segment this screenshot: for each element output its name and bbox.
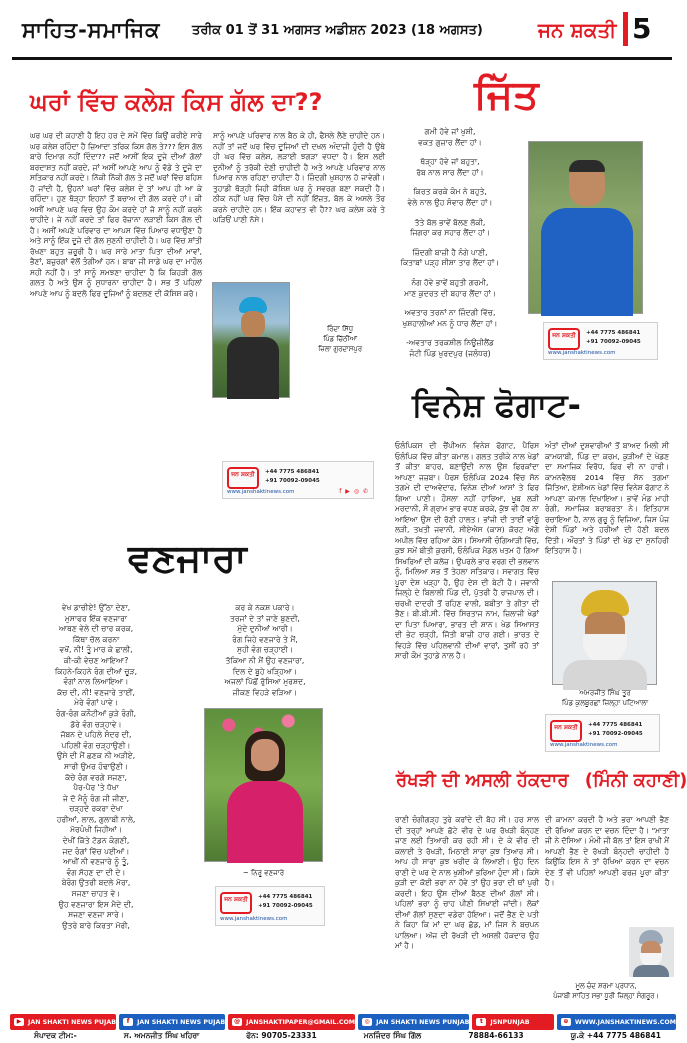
advert-phone-1: +44 7775 486841 [588, 722, 643, 728]
advert-logo: ਜਨ ਸ਼ਕਤੀ [550, 720, 582, 742]
poem-jitt-line: ਮਾਣ ਕੁਦਰਤ ਦੀ ਬਹਾਰ ਲੈਂਦਾ ਹਾਂ। [404, 288, 496, 298]
youtube-icon: ▶ [14, 1018, 24, 1026]
advert-phone-1: +44 7775 486841 [265, 469, 320, 475]
author-photo-amarjit [552, 581, 657, 685]
advert-phone-1: +44 7775 486841 [586, 330, 641, 336]
poem-vanjara-line: ਕੱਚੇ ਰੰਗ ਵਰਗੇ ਸਜਣਾ, [65, 772, 127, 782]
poem-jitt-line: ਅਵਤਾਰ ਤਰਨਾਂ ਨਾ ਜ਼ਿੰਦਗੀ ਵਿੱਚ, [404, 308, 496, 318]
page-number: 5 [632, 12, 652, 45]
article-family-col2: ਸਾਨੂੰ ਆਪਣੇ ਪਰਿਵਾਰ ਨਾਲ ਬੈਠ ਕੇ ਹੀ, ਫੈਸਲੇ ਲੈਣੇ ਚਾਹੀਦੇ ਹਨ। ਨਹੀਂ ਤਾਂ ਜਦੋਂ ਘਰ ਵਿੱਚ ਦੂਜਿਆਂ ਦੀ ਦਖਲ ਅੰਦਾਜ਼ੀ ਹੁੰਦੀ ਹੈ ਉਥੇ ਹੀ ਘਰ ਵਿੱਚ ਕਲੇਸ਼, ਲੜਾਈ ਝਗੜਾ ਵਧਦਾ ਹੈ। ਇਸ ਲਈ ਦੁਨੀਆਂ ਨੂੰ ਤਰੱਕੀ ਦੇਣੀ ਚਾਹੀਦੀ ਹੈ ਅਤੇ ਆਪਣੇ ਪਰਿਵਾਰ ਨਾਲ ਪਿਆਰ ਨਾਲ ਰਹਿਣਾ ਚਾਹੀਦਾ ਹੈ। ਜ਼ਿੰਦਗੀ ਖੁਸ਼ਹਾਲ ਹੋ ਜਾਵੇਗੀ। ਤੁਹਾਡੀ ਥੋੜ੍ਹੀ ਜਿਹੀ ਕੋਸ਼ਿਸ਼ ਘਰ ਨੂੰ ਸਵਰਗ ਬਣਾ ਸਕਦੀ ਹੈ। ਠੀਕ ਨਹੀਂ ਘਰ ਵਿੱਚ ਪੈਸੇ ਦੀ ਨਹੀਂ ਇੱਜ਼ਤ, ਬੋਲ ਕੇ ਅਸਲੇ ਤੌਰ ਕਰਨੇ ਚਾਹੀਦੇ ਹਨ। ਇੱਕ ਕਹਾਵਤ ਵੀ ਹੈ?? ਘਰ ਕਲੇਸ਼ ਕਰੇ ਤੇ ਘੜਿਓਂ ਪਾਣੀ ਨੱਸੇ। [213, 131, 385, 224]
footer-uk-phone: ਯੂ.ਕੇ +44 7775 486841 [570, 1031, 661, 1040]
poem-vanjara-line: ਵੇਖ ਡਾਚੀਏ! ਉੱਠਾ ਦੇਣਾ, [61, 603, 131, 612]
poem-vanjara-left [32, 603, 160, 1008]
footer-website-link[interactable] [557, 1014, 676, 1030]
article-title-vinesh: ਵਿਨੇਸ਼ ਫੋਗਾਟ- [412, 386, 581, 424]
poem-vanjara-line: ਦਿਲ ਦੇ ਬੂਹੇ ਖੜ੍ਹਿਆ। [232, 666, 298, 676]
advert-website: www.janshaktinews.com [548, 350, 616, 356]
footer-link-label: JSNPUNJAB [490, 1018, 530, 1026]
facebook-icon: f [123, 1018, 133, 1026]
poem-gap [388, 329, 512, 338]
photo-shirt-shape [541, 208, 633, 316]
poem-vanjara-line: ਕੀ-ਕੀ ਵੇਚਣ ਆਇਆ? [63, 655, 129, 665]
poem-gap [388, 148, 512, 157]
footer-facebook-link[interactable] [119, 1014, 225, 1030]
author-photo-mool-chand [629, 927, 674, 977]
footer-link-label: JAN SHAKTI NEWS PUNJAB [376, 1018, 470, 1026]
poem-vanjara-line: ਪੈਰ-ਪੈਰ 'ਤੇ ਧੋਖਾ [73, 783, 119, 793]
header-rule [12, 57, 672, 60]
photo-face-shape [251, 739, 279, 771]
footer-phone-2: 78884-66133 [468, 1031, 524, 1040]
article-rakhri-col2: ਦੀ ਕਾਮਨਾ ਕਰਦੀ ਹੈ ਅਤੇ ਭਰਾ ਆਪਣੀ ਭੈਣ ਦੀ ਰੱਖਿਆ ਕਰਨ ਦਾ ਵਚਨ ਦਿੰਦਾ ਹੈ। "ਮਾਤਾ ਜੀ ਨੇ ਦੱਸਿਆ। ਮੰਮੀ ਜੀ ਬੋਲ ਤਾਂ ਇਸ ਰਾਖੀ ਮੈਂ ਆਪਣੀ ਭੈਣ ਦੇ ਰੱਖੜੀ ਬੰਨ੍ਹਦੀ ਚਾਹੀਦੀ ਹੈ ਕਿਉਂਕਿ ਇਸ ਨੇ ਤਾਂ ਰੱਖਿਆ ਕਰਨ ਦਾ ਵਚਨ ਦੇਣ ਤੋਂ ਵੀ ਪਹਿਲਾਂ ਆਪਣੀ ਫਰਜ਼ ਪੂਰਾ ਕੀਤਾ ਹੈ। [545, 815, 669, 887]
poem-vanjara-line: ਰੰਗ-ਰੰਗ ਕਨੌਟੀਆਂ ਕੁੜੇ ਰੰਗੀ, [55, 708, 137, 718]
logo-word-2: ਸ਼ਕਤੀ [570, 18, 617, 42]
author-photo-niru [204, 708, 323, 862]
advert-phone-1: +44 7775 486841 [258, 894, 313, 900]
poem-vanjara-line: ਕੱਚ ਦੀ, ਨੀ! ਵਣਜਾਰੇ ਤਾਈਂ, [57, 687, 135, 697]
poem-jitt-line: ਰੱਬ ਨਾਲ ਸਾਰ ਲੈਂਦਾ ਹਾਂ। [416, 167, 484, 177]
advert-phone-2: +91 70092-09045 [265, 478, 320, 484]
advert-logo: ਜਨ ਸ਼ਕਤੀ [548, 328, 580, 350]
poem-vanjara-line: ਰੰਗ ਜਿਹੇ ਵਣਜਾਰੇ ਤੇ ਮੈਂ, [232, 634, 298, 644]
poem-vanjara-line: ਉਤਰੇ ਬਾਰੇ ਕਿਰਤਾ ਮੋਰੀ, [62, 920, 130, 930]
poem-jitt-line: ਜਿਗਰਾ ਕਰ ਸਹਾਰ ਲੈਂਦਾ ਹਾਂ। [410, 228, 490, 238]
poem-vanjara-line: ਬੇਰੰਗ ਉਤਰੀ ਬਦਲੇ ਮੋਰਾ, [61, 878, 131, 888]
photo-hair-shape [569, 160, 605, 172]
poem-jitt-line: ਗਮੀ ਹੋਵੇ ਜਾਂ ਖੁਸ਼ੀ, [424, 127, 476, 136]
poem-vanjara-line: ਜੋਬਨ ਦੇ ਪਹਿਲੇ ਸੰਦਰ ਦੀ, [60, 730, 132, 740]
article-vinesh-col2: ਅੰਤਾਂ ਦੀਆਂ ਦੁਸ਼ਵਾਰੀਆਂ ਤੋਂ ਬਾਅਦ ਮਿਲੀ ਸੀ ਕਾਮਯਾਬੀ, ਪਿੰਡ ਦਾ ਕਰਮ, ਕੁੜੀਆਂ ਦੇ ਖੇਡਣ ਦਾ ਸਮਾਜਿਕ ਵਿਰੋਧ, ਫਿਰ ਵੀ ਨਾ ਹਾਰੀ। ਕਾਮਨਵੈਲਥ 2014 ਵਿੱਚ ਸੋਨ ਤਗਮਾ ਜਿੱਤਿਆ, ਏਸ਼ੀਅਨ ਖੇਡਾਂ ਵਿੱਚ ਵਿਨੇਸ਼ ਫੋਗਾਟ ਨੇ ਆਪਣਾ ਕਮਾਲ ਦਿਖਾਇਆ। ਭਾਵੇਂ ਮੰਡ ਮਾਹੀ ਰੰਗੀ, ਸਮਾਜਿਕ ਬਰਾਬਰਤਾ ਨੇ। ਇਤਿਹਾਸ ਰਚਾਇਆ ਹੈ, ਨਾਲ ਗੁਰੂ ਨੂੰ ਵਿਜਿਆ, ਜਿਸ ਪੰਜ ਦੇਸ਼ੀ ਪਿੰਡਾਂ ਅਤੇ ਹਰੀਆਂ ਦੀ ਹੋਣੀ ਬਦਲ ਦਿੱਤੀ। ਔਰਤਾਂ ਤੇ ਪਿੰਡਾਂ ਦੀ ਖੇਡ ਦਾ ਸੁਨਹਿਰੀ ਇਤਿਹਾਸ ਹੈ। [545, 441, 669, 555]
email-icon: @ [234, 1018, 241, 1025]
poem-gap [388, 299, 512, 308]
article-rakhri-col1: ਰਾਣੀ ਚੰਗੀਗੜ੍ਹ ਤੁਰੇ ਕਰਾਂਦੇ ਦੀ ਬੋਹ ਸੀ। ਹਰ ਸਾਲ ਦੀ ਤਰ੍ਹਾਂ ਆਪਣੇ ਛੋਟੇ ਵੀਰ ਦੇ ਘਰ ਰੱਖੜੀ ਬੰਨ੍ਹਣ ਜਾਣ ਲਈ ਤਿਆਰੀ ਕਰ ਰਹੀ ਸੀ। ਦੇ ਕੇ ਵੀਰ ਦੀ ਕਲਾਈ ਤੇ ਰੱਖੜੀ, ਮਿਠਾਈ ਸਾਰਾ ਕੁਝ ਤਿਆਰ ਸੀ। ਆਪ ਹੀ ਸਾਰਾ ਕੁਝ ਖਰੀਦ ਕੇ ਲਿਆਈ। ਉਹ ਦਿਨ ਰਾਣੀ ਦੇ ਘਰ ਦੇ ਨਾਲ ਖੁਸ਼ੀਆਂ ਭਰਿਆ ਹੁੰਦਾ ਸੀ। ਕਿਸੇ ਕੁੜੀ ਦਾ ਕੋਈ ਭਰਾ ਨਾ ਹੋਵੇ ਤਾਂ ਉਹ ਭਰਾ ਦੀ ਥਾਂ ਪੁਰੀ ਕਰਦੀ। ਇਹ ਉਸ ਦੀਆਂ ਬੈਠਣ ਦੀਆਂ ਗੱਲਾਂ ਸੀ। ਪਹਿਲਾਂ ਭਰਾ ਨੂੰ ਚਾਹ ਪੀਣੀ ਸਿਖਾਈ ਜਾਂਦੀ। ਲੋਕਾਂ ਦੀਆਂ ਗੱਲਾਂ ਸੁਣਦਾ ਵਡੇਰਾ ਹੋਇਆ। ਜਦੋਂ ਭੈਣ ਦੇ ਪਤੀ ਨੇ ਕਿਹਾ ਕਿ ਮਾਂ ਦਾ ਘਰ ਛੱਡ, ਮਾਂ ਜਿਸ ਨੇ ਬਚਪਨ ਪਾਲਿਆ। ਅੱਜ ਦੀ ਰੱਖੜੀ ਦੀ ਅਸਲੀ ਹੱਕਦਾਰ ਉਹ ਮਾਂ ਹੈ। [395, 815, 539, 950]
footer-editor-2: ਮਨਜਿੰਦਰ ਸਿੰਘ ਗਿੱਲ [363, 1031, 422, 1040]
author-photo-avtar [528, 141, 643, 314]
poem-vanjara-line: ਉਹ ਵਣਜਾਰਾ ਇਸ ਮੈਦੇ ਦੀ, [58, 899, 134, 909]
section-title: ਸਾਹਿਤ-ਸਮਾਜਿਕ [22, 18, 161, 42]
poem-vanjara-line: ਚੜ੍ਹਦੇ ਰਕਰਾ ਦੇਖਾ [69, 804, 123, 814]
poem-vanjara-line: ਪਹਿਲੀ ਵੰਗ ਚੜ੍ਹਾਉਣੀ। [61, 740, 131, 750]
poem-vanjara-line: ਹਰੀਆਂ, ਲਾਲ, ਗੁਲਾਬੀ ਨਾਲੇ, [56, 814, 136, 824]
advert-phone-2: +91 70092-09045 [588, 731, 643, 737]
poem-vanjara-line: ਅਜਲਾਂ ਪਿੱਛੋਂ ਰੁੱਸਿਆ ਮੁਰਸ਼ਦ, [224, 677, 306, 687]
poem-vanjara-line: ਮੋਰਪੰਖੀ ਜਿਹੀਆਂ। [70, 825, 122, 835]
advert-website: www.janshaktinews.com [220, 916, 288, 922]
article-family-col1: ਘਰ ਘਰ ਦੀ ਕਹਾਣੀ ਹੈ ਇਹ ਹਰ ਦੇ ਸਮੇਂ ਵਿੱਚ ਕਿਉਂ ਕਰੀਏ ਸਾਰੇ ਘਰ ਕਲੇਸ਼ ਰਹਿੰਦਾ ਹੈ ਜ਼ਿਆਦਾ ਤਰਿਕ ਕਿਸ ਗੱਲ ਤੇ??? ਇਸ ਗੱਲ ਬਾਰੇ ਦਿਮਾਗ ਨਹੀਂ ਦਿੰਦਾ?? ਜਦੋਂ ਆਸੀਂ ਇਕ ਦੂਜੇ ਦੀਆਂ ਗੱਲਾਂ ਬਰਦਾਸ਼ਤ ਨਹੀਂ ਕਰਦੇ, ਜਾਂ ਅਸੀਂ ਆਪਣੇ ਆਪ ਨੂੰ ਵੱਡੇ ਤੇ ਦੂਜੇ ਦਾ ਸਤਿਕਾਰ ਨਹੀਂ ਕਰਦੇ। ਨਿੱਕੀ ਨਿੱਕੀ ਗੱਲ ਤੇ ਜਦੋਂ ਘਰਾਂ ਵਿੱਚ ਬਹਿਸ ਹੋ ਜਾਂਦੀ ਹੈ, ਉਹਨਾਂ ਘਰਾਂ ਵਿੱਚ ਕਲੇਸ਼ ਦੇ ਤਾਂ ਆਪ ਹੀ ਆ ਕੇ ਰਹਿੰਦਾ। ਹੁਣ ਥੋੜ੍ਹਾ ਇਹਨਾਂ ਤੋਂ ਬਚਾਅ ਦੀ ਗੱਲ ਕਰਦੇ ਹਾਂ। ਕੀ ਅਸੀਂ ਆਪਣੇ ਘਰ ਵਿਚ ਉਹ ਕੰਮ ਕਰਦੇ ਹਾਂ ਜੋ ਸਾਨੂੰ ਨਹੀਂ ਕਰਨੇ ਚਾਹੀਦੇ। ਜੇ ਨਹੀਂ ਕਰਦੇ ਤਾਂ ਫਿਰ ਰੋਜ਼ਾਨਾ ਲੜਾਈ ਕਿਸ ਗੱਲ ਦੀ ਹੈ। ਅਸੀਂ ਅਪਣੇ ਪਰਿਵਾਰ ਦਾ ਆਪਸ ਵਿੱਚ ਪਿਆਰ ਵਧਾਉਣਾ ਹੈ ਅਤੇ ਸਾਨੂੰ ਇੱਕ ਦੂਜੇ ਦੀ ਗੱਲ ਸੁਣਨੀ ਚਾਹੀਦੀ ਹੈ। ਘਰ ਵਿੱਚ ਸ਼ਾਂਤੀ ਰੱਖਣਾ ਬਹੁਤ ਜ਼ਰੂਰੀ ਹੈ। ਘਰ ਸਾਰੇ ਮਾਤਾ ਪਿਤਾ ਦੀਆਂ ਮਾਵਾਂ, ਭੈਣਾਂ, ਬਜ਼ੁਰਗਾਂ ਵੱਲੋਂ ਤੰਗੀਆਂ ਹਨ। ਬਾਬਾ ਜੀ ਸਾਡੇ ਘਰ ਦਾ ਮਾਹੌਲ ਸਹੀ ਨਹੀਂ ਹੈ। ਤਾਂ ਸਾਨੂੰ ਸਮਝਣਾ ਚਾਹੀਦਾ ਹੈ ਕਿ ਕਿਹੜੀ ਗੱਲ ਗਲਤ ਹੈ ਅਤੇ ਉਸ ਨੂੰ ਸੁਧਾਰਨਾ ਚਾਹੀਦਾ ਹੈ। ਸਭ ਤੋਂ ਪਹਿਲਾਂ ਆਪਣੇ ਆਪ ਨੂੰ ਬਦਲੋ ਫਿਰ ਦੂਜਿਆਂ ਨੂੰ ਬਦਲਣ ਦੀ ਕੋਸ਼ਿਸ਼ ਕਰੋ। [30, 131, 202, 298]
poem-jitt-line: ਖੁਸ਼ਹਾਲੀਆਂ ਮਨ ਨੂੰ ਧਾਰ ਲੈਂਦਾ ਹਾਂ। [402, 318, 498, 328]
advert-phone-2: +91 70092-09045 [586, 339, 641, 345]
poem-vanjara-line: ਸਜਣਾ ਵਣਜਾ ਸਾਰੇ। [68, 910, 124, 920]
poem-vanjara-right [200, 603, 330, 703]
poem-jitt-line: ਜ਼ਿੰਦਗੀ ਬਾਜ਼ੀ ਹੈ ਨੰਗੇ ਪਾਣੀ, [412, 247, 488, 257]
poem-vanjara-line: ਜਦ ਰੰਗਾਂ ਵਿੱਚ ਪਈਆਂ। [62, 846, 130, 856]
poem-vanjara-line: ਮੁੱਦੇ ਦੁਨੀਆਂ ਆਰੀ। [237, 624, 293, 634]
footer-instagram-link[interactable] [358, 1014, 469, 1030]
author-caption-vanjara: ~ ਨਿਰੂ ਵਣਜਾਰੇ [242, 869, 285, 877]
poem-vanjara-line: ਸਜਣਾ ਚਾਹਤ ਵੇ। [71, 889, 121, 899]
twitter-icon: t [476, 1018, 486, 1026]
poem-vanjara-line: ਵਖੋਂ, ਨੀ! ਤੂੰ ਮਾਰ ਕੇ ਛਾਲੀ, [59, 645, 133, 655]
author-caption-family: ਰਿੰਦਾ ਸਿੱਧੂ ਪਿੰਡ ਚਿੱਠੀਆਂ ਜ਼ਿਲਾ ਗੁਰਦਾਸਪੁਰ [318, 325, 362, 353]
article-title-jitt: ਜਿੱਤ [474, 72, 539, 118]
photo-dress-shape [227, 781, 303, 863]
instagram-icon: ◎ [362, 1018, 372, 1026]
poem-jitt-author: -ਅਵਤਾਰ ਤਰਕਸ਼ੀਲ ਨਿਊਜ਼ੀਲੈਂਡ [406, 338, 494, 348]
poem-vanjara-line: ਮੇਰੇ ਵੰਗਾਂ ਪਾਵੇ। [74, 698, 118, 708]
photo-face-shape [241, 311, 265, 337]
poem-vanjara-line: ਸਾਰੀ ਉਮਰ ਹੰਢਾਉਣੀ। [64, 761, 128, 771]
poem-gap [388, 239, 512, 248]
rakhri-title-main: ਰੱਖੜੀ ਦੀ ਅਸਲੀ ਹੱਕਦਾਰ [396, 770, 569, 791]
footer-phone-1: ਫੋਨ: 90705-23331 [246, 1031, 317, 1040]
photo-body-shape [227, 337, 279, 399]
advert-box-3 [545, 714, 660, 752]
poem-vanjara-line: ਮੁਸਾਫਰ ਇੱਕ ਵਣਜਾਰਾ [64, 613, 128, 623]
author-photo-rinda-sidhu [212, 282, 290, 398]
footer-credits [0, 1031, 687, 1043]
poem-vanjara-line: ਕਿੱਥਾ ਚੋਲ ਕਰਨਾ [72, 634, 120, 644]
poem-vanjara-line: ਤਰਜਾਂ ਦੇ ਤਾਂ ਜਾਣੇ ਬੁਣਦੀ, [230, 613, 300, 623]
poem-gap [388, 209, 512, 218]
rakhri-title-tag: (ਮਿੰਨੀ ਕਹਾਣੀ) [584, 770, 687, 791]
poem-vanjara-line: ਸੁਹੀ ਵੰਗ ਚੜ੍ਹਾਈ। [237, 645, 293, 655]
poem-vanjara-line: ਤੱਕਿਆ ਨੀ ਮੈਂ ਉਹ ਵਣਜਾਰਾ, [225, 655, 305, 665]
photo-body-shape [563, 660, 647, 690]
poem-vanjara-line: ਵੰਗਾਂ ਨਾਲ ਲਿਆਇਆ। [63, 677, 129, 687]
poem-jitt-line: ਵਕਤ ਗੁਜ਼ਾਰ ਲੈਂਦਾ ਹਾਂ। [418, 137, 482, 147]
footer-twitter-link[interactable] [472, 1014, 554, 1030]
poem-vanjara-line: ਦੇਖੀਂ ਕਿੱਤੇ ਟੋਡਨ ਕੰਗਣੀ, [62, 836, 130, 846]
logo-word-1: ਜਨ [538, 18, 564, 42]
advert-website: www.janshaktinews.com [227, 489, 295, 495]
article-title-family: ਘਰਾਂ ਵਿੱਚ ਕਲੇਸ਼ ਕਿਸ ਗੱਲ ਦਾ?? [30, 88, 323, 116]
poem-jitt [388, 127, 512, 372]
poem-vanjara-line: ਆਥਣ ਵੇਲੇ ਦੀ ਚਾਰ ਕਰਕ, [58, 624, 134, 634]
article-vinesh-col1: ਓਲੰਪਿਕਸ ਦੀ ਚੈਂਪੀਅਨ ਵਿਨੇਸ਼ ਫੋਗਾਟ, ਪੈਰਿਸ ਓਲੰਪਿਕ ਵਿੱਚ ਕੀਤਾ ਕਮਾਲ। ਗਲਤ ਤਰੀਕੇ ਨਾਲ ਖੇਡਾਂ ਤੋਂ ਕੀਤਾ ਬਾਹਰ, ਬਣਾਉਂਦੀ ਨਾਲ ਉਸ ਫਿਰਕਾਂਦਾ ਆਪਣਾ ਜਜ਼ਬਾ। ਪੈਰਸ ਓਲੰਪਿਕ 2024 ਵਿੱਚ ਸੋਨ ਤਗਮੇ ਦੀ ਦਾਅਵੇਦਾਰ, ਵਿਨੇਸ਼ ਦੀਆਂ ਆਸਾਂ ਤੇ ਫਿਰ ਗਿਆ ਪਾਣੀ। ਹੌਸਲਾ ਨਹੀਂ ਹਾਰਿਆ, ਖੂਬ ਲੜੀ ਮਰਦਾਨੀ, ਸੌ ਗ੍ਰਾਮ ਭਾਰ ਵਧਣ ਕਰਕੇ, ਕੁੱਝ ਵੀ ਹੱਥ ਨਾ ਆਇਆ ਉਸ ਦੀ ਰੋਣੀ ਹਾਲਤ। ਭਾਂਜੀ ਦੀ ਤਾਈਂ ਵਾਂਗੂੰ ਲੜੀ, ਤਖ਼ਤੀ ਜਵਾਨੀ, ਸੀਏਐਸ (ਕਾਸ) ਕੋਰਟ ਅੱਗੇ ਅਪੀਲ ਵਿੱਚ ਰਹਿਆ ਕੇਸ। ਸਿਆਸੀ ਚੰਗਿਆੜੀ ਵਿੱਚ, ਕੁਝ ਸਮੇਂ ਬੀਤੀ ਕੁਰਸੀ, ਓਲੰਪਿਕ ਮੈਡਲ ਖਤਮ ਹੋ ਗਿਆ ਸਿਖਰਿਆਂ ਦੀ ਕਲੋਜ਼। ਉਪਰਲੇ ਭਾਰ ਵਰਗ ਦੀ ਭਲਵਾਨ ਨੂੰ, ਮਿਲਿਆ ਸਭ ਤੋਂ ਤੇਹਲਾ ਸਤਿਕਾਰ। ਸਵਾਗਤ ਵਿੱਚ ਪੂਰਾ ਦੇਸ਼ ਖੜ੍ਹਾ ਹੈ, ਉਹ ਦੇਸ਼ ਦੀ ਬੇਟੀ ਹੈ। ਜਵਾਨੀ ਜਿਲ੍ਹੇ ਦੇ ਬਿਲਾਲੀ ਪਿੰਡ ਦੀ, ਪੁੱਤਰੀ ਹੈ ਰਾਜਪਾਲ ਦੀ। ਚਰਖੀ ਦਾਦਰੀ ਤੋਂ ਰਹਿਣ ਵਾਲੀ, ਬਬੀਤਾ ਤੇ ਗੀਤਾ ਦੀ ਭੈਣ। ਬੀ.ਬੀ.ਸੀ. ਵਿੱਚ ਸਿਰਤਾਜ ਨਾਮ, ਜ਼ਿਲਾਜੀ ਖੇਡਾਂ ਦਾ ਪਿਤਾ ਪਿਆਰਾ, ਭਾਰਤ ਦੀ ਸ਼ਾਨ। ਖੇਡ ਸਿਆਸਤ ਦੀ ਭੇਟ ਚੜ੍ਹੀ, ਜਿੱਤੀ ਬਾਜ਼ੀ ਹਾਰ ਗਈ। ਭਾਰਤ ਦੇ ਵਿਹੜੇ ਵਿੱਚ ਪਹਿਲਵਾਨੀ ਦੀਆਂ ਵਾਰਾਂ, ਤੁਸੀਂ ਰਹੋ ਤਾਂ ਸਾਰੀ ਕੌਮ ਤੁਹਾਡੇ ਨਾਲ ਹੈ। [395, 441, 539, 660]
author-caption-vinesh: ਅਮਰਜੀਤ ਸਿੰਘ ਤੂਰ ਪਿੰਡ ਕੁਲਬੂਰਛਾਂ ਜ਼ਿਲ੍ਹਾ ਪਟਿਆਲਾ [561, 689, 649, 707]
poem-vanjara-line: ਡੋਰੇ ਵੰਗ ਚੜ੍ਹਾਵੇ। [70, 719, 122, 729]
advert-logo: ਜਨ ਸ਼ਕਤੀ [227, 467, 259, 489]
footer-social-bar [10, 1014, 676, 1030]
poem-jitt-line: ਥੋੜ੍ਹਾ ਹੋਵੇ ਜਾਂ ਬਹੁਤਾ, [420, 157, 480, 167]
poem-jitt-line: ਕਿਰਤ ਕਰਕੇ ਕੰਮ ਨੇ ਬਹੁਤੇ, [413, 187, 487, 197]
article-title-vanjara: ਵਣਜਾਰਾ [128, 536, 247, 580]
issue-date: ਤਰੀਕ 01 ਤੋਂ 31 ਅਗਸਤ ਅਡੀਸ਼ਨ 2023 (18 ਅਗਸਤ) [192, 23, 483, 38]
photo-body-shape [633, 965, 669, 977]
poem-jitt-line: ਵੇਲੇ ਨਾਲ ਉਹ ਸੰਵਾਰ ਲੈਂਦਾ ਹਾਂ। [407, 197, 493, 207]
page-header [0, 0, 687, 60]
footer-link-label: JAN SHAKTI NEWS PUJAB [137, 1018, 226, 1026]
poem-jitt-line: ਨੰਗ ਹੋਵੇ ਭਾਵੇਂ ਬਹੁਤੀ ਗਰਮੀ, [411, 277, 489, 287]
poem-jitt-line: ਤੱਤੇ ਬੋਲ ਭਾਵੇਂ ਬੋਲਣ ਲੋਕੀ, [414, 217, 486, 227]
footer-youtube-link[interactable] [10, 1014, 116, 1030]
poem-vanjara-line: ਕਰ ਕੇ ਨਕਸ਼ ਪਕਾਰੇ। [235, 603, 295, 612]
footer-email-link[interactable] [228, 1014, 355, 1030]
author-caption-rakhri: ਮੂਲ ਚੰਦ ਸ਼ਰਮਾ ਪ੍ਰਧਾਨ, ਪੰਜਾਬੀ ਸਾਹਿਤ ਸਭਾ ਧੂਰੀ ਜ਼ਿਲ੍ਹਾ ਸੰਗਰੂਰ। [553, 982, 659, 1000]
advert-box-1 [222, 461, 374, 499]
poem-gap [388, 269, 512, 278]
footer-link-label: WWW.JANSHAKTINEWS.COM [574, 1018, 676, 1026]
poem-jitt-author: ਜੰਟੀ ਪਿੰਡ ਖੁਰਦਪੁਰ (ਜਲੰਧਰ) [409, 348, 491, 358]
newspaper-logo [538, 18, 616, 42]
poem-vanjara-line: ਜੀਕਣ ਵਿਹੜੇ ਵੜਿਆ। [232, 687, 298, 697]
advert-box-2 [543, 322, 658, 360]
page-number-bar [623, 12, 628, 46]
footer-editor-label: ਸੰਪਾਦਕ ਟੀਮ:- [34, 1031, 77, 1040]
poem-vanjara-line: ਆਖੀਂ ਨੀ ਵਣਜਾਰੇ ਨੂੰ ਤੂੰ, [63, 857, 129, 867]
footer-link-label: JAN SHAKTI NEWS PUJAB [28, 1018, 117, 1026]
advert-logo: ਜਨ ਸ਼ਕਤੀ [220, 892, 252, 914]
article-title-rakhri [396, 770, 687, 791]
advert-website: www.janshaktinews.com [550, 742, 618, 748]
footer-editor-1: ਸ. ਅਮਨਜੀਤ ਸਿੰਘ ਖਹਿਰਾ [123, 1031, 200, 1040]
poem-vanjara-line: ਉਸੇ ਦੀ ਮੈਂ ਛਣਕ ਨੀ ਅੜੀਏ, [56, 751, 136, 761]
poem-vanjara-line: ਜੇ ਦੋ ਮੈਨੂੰ ਰੰਗ ਜੀ ਜੀਣਾ, [63, 793, 129, 803]
poem-jitt-line: ਕਿਤਾਬਾਂ ਪੜ੍ਹ ਸ਼ੀਸ਼ਾ ਤਾਰ ਲੈਂਦਾ ਹਾਂ। [400, 258, 500, 268]
poem-vanjara-line: ਵੰਗ ਸੋਹਣ ਦਾ ਦੀ ਦੇ। [66, 867, 126, 877]
advert-social-icons: f ▶ ◎ ✆ [339, 488, 369, 495]
advert-box-4 [215, 886, 325, 926]
advert-phone-2: +91 70092-09045 [258, 903, 313, 909]
globe-icon: ⊕ [561, 1018, 571, 1026]
poem-vanjara-line: ਕਿਹਨੇ-ਕਿਹਨੇ ਰੰਗ ਦੀਆਂ ਚੂੜ, [54, 666, 138, 676]
footer-link-label: JANSHAKTIPAPER@GMAIL.COM [246, 1018, 356, 1026]
